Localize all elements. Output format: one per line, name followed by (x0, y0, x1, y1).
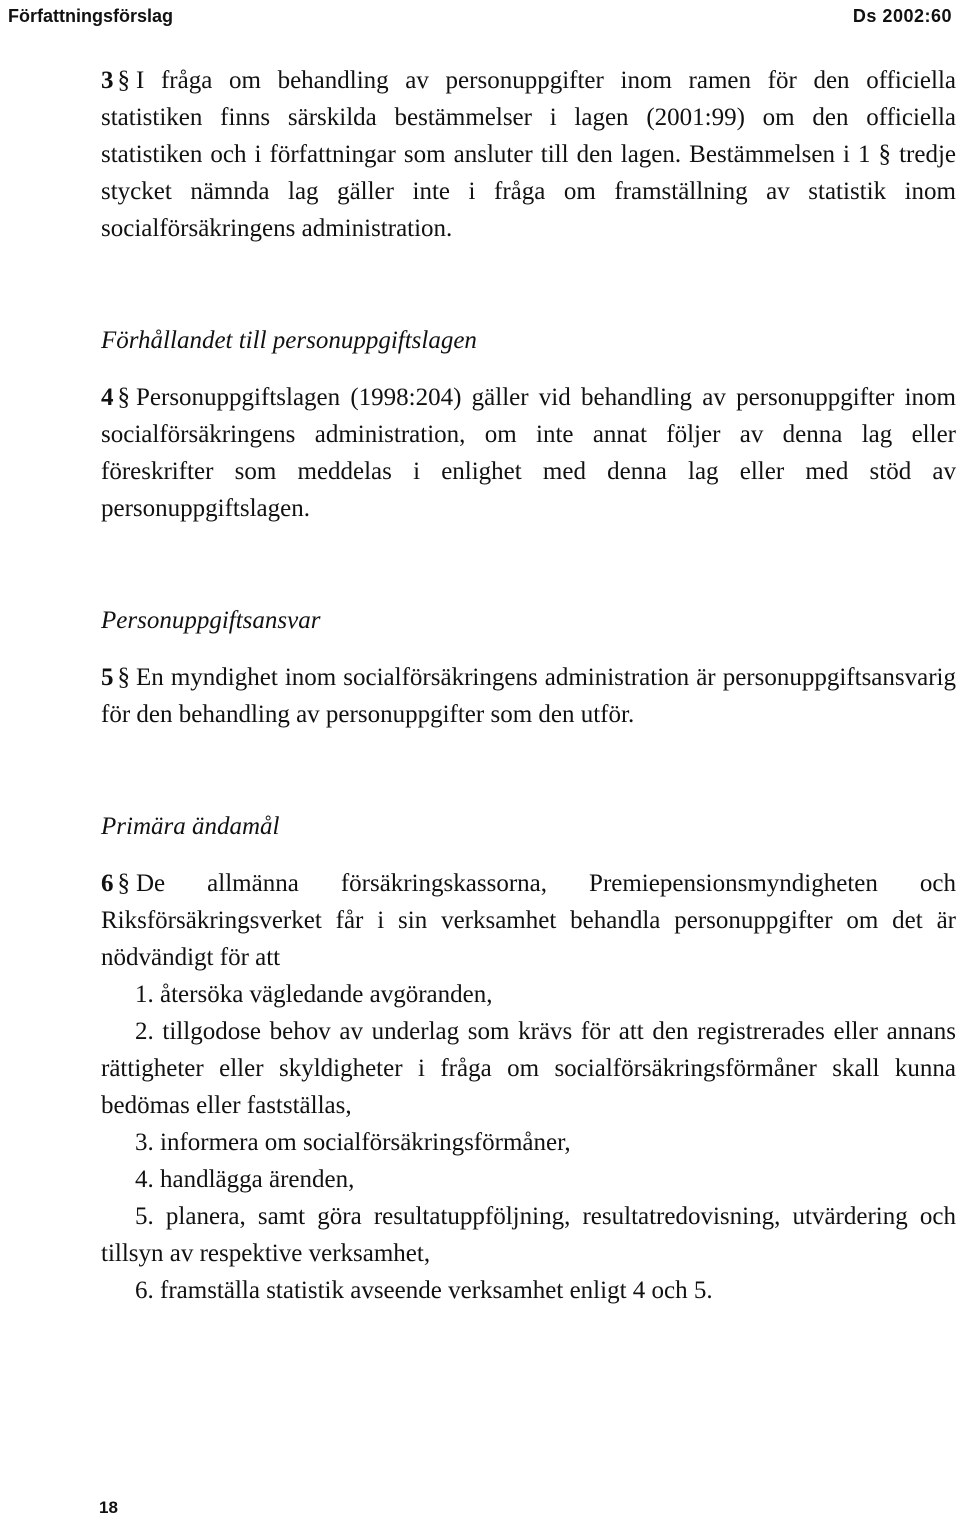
section-sign: § (117, 384, 130, 411)
section-3 (101, 62, 956, 247)
heading-primara-andamal: Primära ändamål (101, 813, 280, 840)
list-item: 2. tillgodose behov av underlag som krävs för att den registrerades eller annans rättigheter eller skyldigheter i fråga om socialförsäkringsförmåner skall kunna bedömas eller fastställas, (101, 1018, 956, 1119)
section-sign: § (117, 664, 130, 691)
heading-personuppgiftsansvar: Personuppgiftsansvar (101, 607, 321, 634)
section-number: 6 (101, 870, 114, 897)
section-text: De allmänna försäkringskassorna, Premiepensionsmyndigheten och Riksförsäkringsverket får i sin verksamhet behandla personuppgifter om det är nödvändigt för att (101, 870, 956, 971)
section-text: I fråga om behandling av personuppgifter inom ramen för den officiella statistiken finns särskilda bestämmelser i lagen (2001:99) om den officiella statistiken och i författningar som ansluter till den lagen. Bestämmelsen i 1 § tredje stycket nämnda lag gäller inte i fråga om framställning av statistik inom socialförsäkringens administration. (101, 67, 956, 242)
document-reference: Ds 2002:60 (852, 6, 952, 26)
section-sign: § (117, 67, 130, 94)
page-number: 18 (99, 1498, 118, 1517)
document-body (101, 62, 956, 1309)
document-section-title: Författningsförslag (8, 6, 173, 26)
section-text: En myndighet inom socialförsäkringens administration är personuppgiftsansvarig för den behandling av personuppgifter som den utför. (101, 664, 956, 728)
section-5 (101, 659, 956, 733)
section-number: 5 (101, 664, 114, 691)
list-item: 1. återsöka vägledande avgöranden, (135, 981, 493, 1008)
page-header (8, 4, 952, 28)
section-number: 3 (101, 67, 114, 94)
section-sign: § (117, 870, 130, 897)
list-item: 5. planera, samt göra resultatuppföljning, resultatredovisning, utvärdering och tillsyn av respektive verksamhet, (101, 1203, 956, 1267)
heading-personuppgiftslagen: Förhållandet till personuppgiftslagen (101, 327, 477, 354)
section-number: 4 (101, 384, 114, 411)
section-text: Personuppgiftslagen (1998:204) gäller vid behandling av personuppgifter inom socialförsäkringens administration, om inte annat följer av denna lag eller föreskrifter som meddelas i enlighet med denna lag eller med stöd av personuppgiftslagen. (101, 384, 956, 522)
list-item: 4. handlägga ärenden, (135, 1166, 355, 1193)
list-item: 3. informera om socialförsäkringsförmåner, (135, 1129, 571, 1156)
section-6 (101, 865, 956, 976)
list-item: 6. framställa statistik avseende verksamhet enligt 4 och 5. (135, 1277, 713, 1304)
section-4 (101, 379, 956, 527)
